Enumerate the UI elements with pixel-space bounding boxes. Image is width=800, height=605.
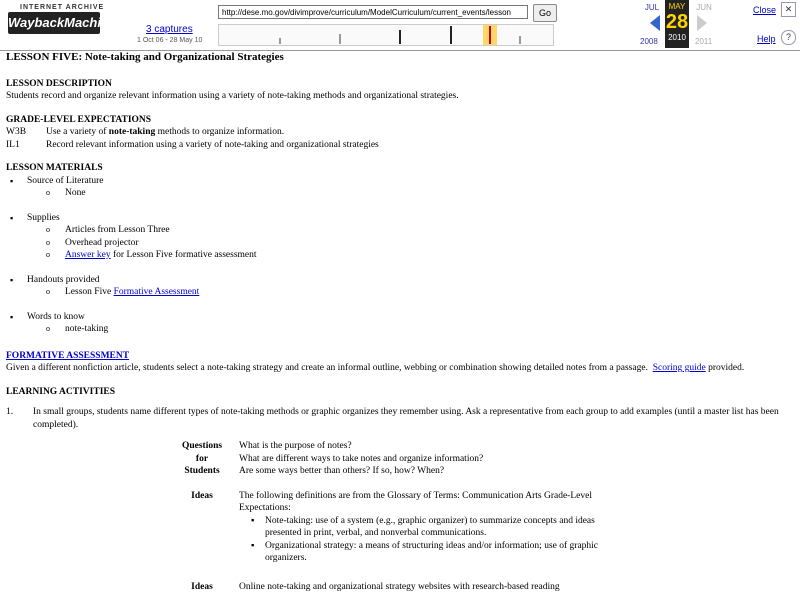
prev-capture-arrow-icon[interactable] — [650, 15, 660, 31]
close-icon[interactable]: ✕ — [781, 2, 796, 17]
gle-table — [6, 126, 379, 151]
learning-activities-section — [6, 386, 794, 605]
list-item: ▪ Organizational strategy: a means of structuring ideas and/or information; use of graphic organizers. — [251, 540, 609, 565]
table-row — [171, 440, 609, 490]
current-month: MAY — [665, 0, 689, 11]
next-year: 2011 — [695, 37, 712, 46]
ideas-content: The following definitions are from the Glossary of Terms: Communication Arts Grade-Level Expectations: ▪ Note-taking: use of a system (e.g., graphic organizer) to summarize concepts and ideas presented in print, verbal, and nonverbal communications. ▪ Organizational strategy: a means of structuring ideas and/or information; use of graphic organizers. — [239, 490, 609, 577]
capture-range: 1 Oct 06 - 28 May 10 — [137, 37, 202, 44]
current-capture-date — [665, 0, 689, 48]
prev-year[interactable]: 2008 — [640, 37, 658, 46]
lesson-description-section — [6, 78, 794, 103]
section-heading: LESSON MATERIALS — [6, 162, 794, 175]
lesson-document — [6, 51, 794, 605]
gle-row — [6, 139, 379, 152]
list-item: o Articles from Lesson Three — [46, 224, 794, 237]
formative-assessment-link[interactable]: Formative Assessment — [114, 287, 200, 297]
scoring-guide-link[interactable]: Scoring guide — [653, 363, 706, 373]
close-link[interactable]: Close — [753, 5, 776, 15]
next-capture-arrow-icon — [697, 15, 707, 31]
materials-source: ▪ Source of Literature o None — [10, 175, 794, 200]
current-day: 28 — [665, 11, 689, 33]
list-item: o Answer key for Lesson Five formative assessment — [46, 249, 794, 262]
internet-archive-label: INTERNET ARCHIVE — [20, 4, 104, 11]
materials-supplies: ▪ Supplies o Articles from Lesson Three o Overhead projector o Answer key for Lesson Five formative assessment — [10, 212, 794, 262]
sparkline-bar — [339, 34, 341, 44]
capture-sparkline[interactable] — [218, 24, 554, 46]
answer-key-link[interactable]: Answer key — [65, 250, 111, 260]
go-button[interactable]: Go — [533, 4, 557, 22]
captures-link[interactable]: 3 captures — [146, 24, 193, 35]
help-icon[interactable]: ? — [781, 30, 796, 45]
section-heading: GRADE-LEVEL EXPECTATIONS — [6, 114, 794, 127]
formative-section — [6, 350, 794, 375]
help-link[interactable]: Help — [757, 34, 776, 44]
materials-handouts: ▪ Handouts provided o Lesson Five Formative Assessment — [10, 274, 794, 299]
page-title: LESSON FIVE: Note-taking and Organizational Strategies — [6, 51, 794, 64]
next-month: JUN — [692, 3, 716, 12]
sparkline-bar — [450, 26, 452, 44]
lesson-materials-section — [6, 162, 794, 336]
gle-row — [6, 126, 379, 139]
materials-words: ▪ Words to know o note-taking — [10, 311, 794, 336]
gle-code: IL1 — [6, 139, 46, 152]
description-text: Students record and organize relevant information using a variety of note-taking methods and organizational strategies. — [6, 90, 794, 103]
section-heading: LESSON DESCRIPTION — [6, 78, 794, 91]
formative-assessment-heading-link[interactable]: FORMATIVE ASSESSMENT — [6, 351, 129, 361]
list-item: o Overhead projector — [46, 237, 794, 250]
list-item: o Lesson Five Formative Assessment — [46, 286, 794, 299]
section-heading: LEARNING ACTIVITIES — [6, 386, 794, 399]
list-item: o note-taking — [46, 323, 794, 336]
sparkline-bar — [489, 26, 491, 44]
sparkline-bar — [279, 38, 281, 44]
prev-month[interactable]: JUL — [640, 3, 664, 12]
gle-text: Record relevant information using a variety of note-taking and organizational strategies — [46, 139, 379, 152]
questions-list: What is the purpose of notes? What are different ways to take notes and organize information? Are some ways better than others? If so, how? When? — [239, 440, 609, 490]
table-row — [171, 490, 609, 577]
gle-text: Use a variety of note-taking methods to organize information. — [46, 126, 379, 139]
current-year: 2010 — [665, 33, 689, 42]
sparkline-bar — [519, 36, 521, 44]
ideas-label: Ideas — [171, 577, 239, 605]
wayback-toolbar — [0, 0, 800, 51]
ideas-label: Ideas — [171, 490, 239, 577]
activity-table — [171, 440, 609, 605]
list-item: o None — [46, 187, 794, 200]
list-item: ▪ Note-taking: use of a system (e.g., graphic organizer) to summarize concepts and ideas presented in print, verbal, and nonverbal communications. — [251, 515, 609, 540]
gle-code: W3B — [6, 126, 46, 139]
wayback-logo[interactable]: WaybackMachine — [8, 12, 100, 34]
table-row — [171, 577, 609, 605]
sparkline-bar — [399, 30, 401, 44]
formative-text: Given a different nonfiction article, students select a note-taking strategy and create an informal outline, webbing or combination showing detailed notes from a passage. Scoring guide provided. — [6, 362, 794, 375]
questions-label: Questions for Students — [171, 440, 239, 490]
url-input[interactable]: http://dese.mo.gov/divimprove/curriculum/ModelCurriculum/current_events/lesson — [218, 5, 528, 19]
activity-item: 1. In small groups, students name different types of note-taking methods or graphic organizes they remember using. Ask a representative from each group to add examples (until a master list has been completed). — [6, 406, 794, 431]
ideas-content: Online note-taking and organizational strategy websites with research-based reading — [239, 577, 609, 605]
gle-section — [6, 114, 794, 152]
